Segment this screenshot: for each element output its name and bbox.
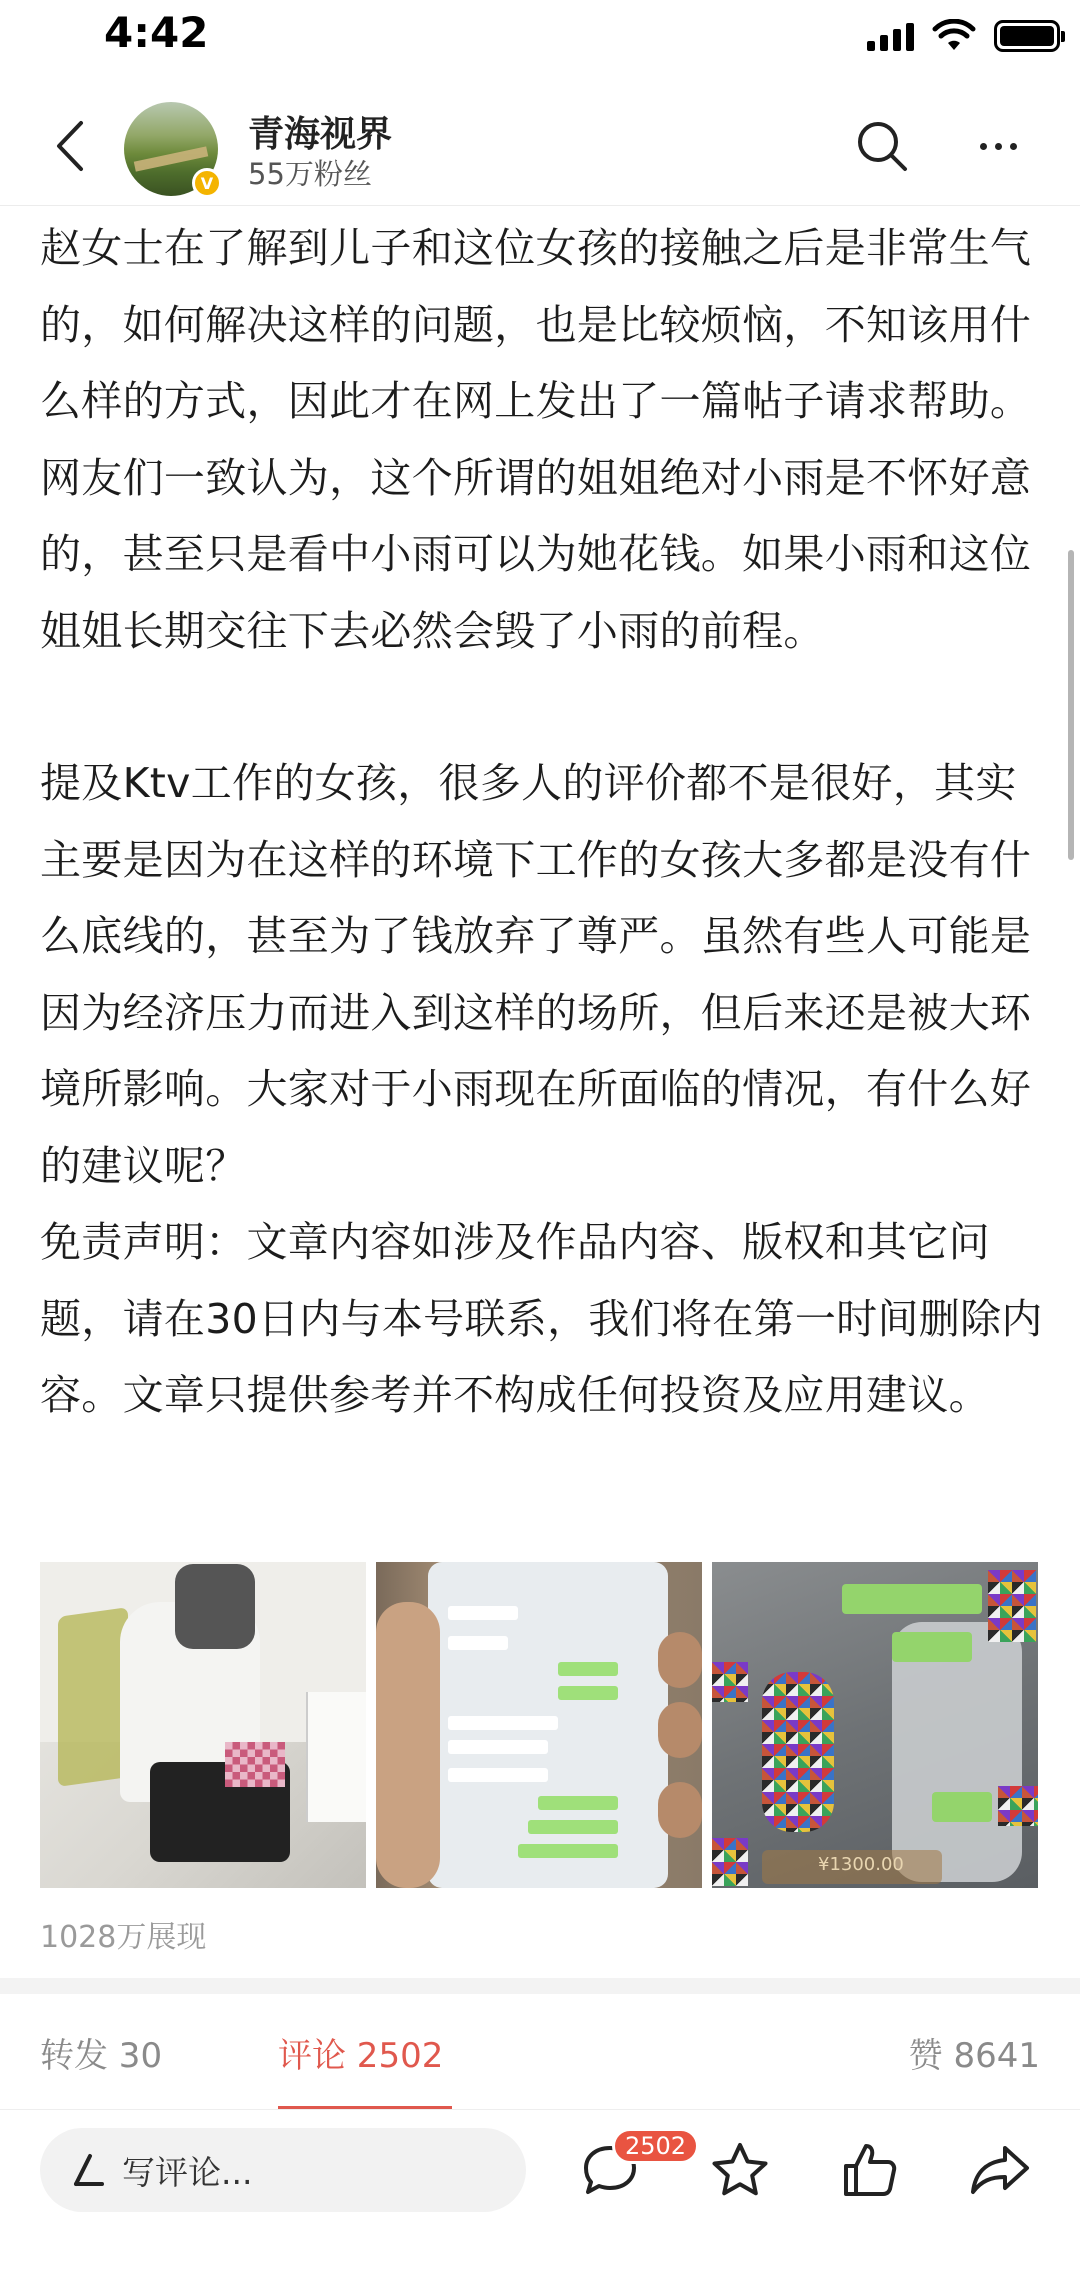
star-icon [710, 2141, 770, 2199]
verified-badge-icon: V [192, 168, 222, 198]
tab-comments[interactable]: 评论 2502 [278, 2036, 444, 2076]
section-divider [0, 1978, 1080, 1994]
article-paragraph: 赵女士在了解到儿子和这位女孩的接触之后是非常生气的，如何解决这样的问题，也是比较烦恼，不知该用什么样的方式，因此才在网上发出了一篇帖子请求帮助。网友们一致认为，这个所谓的姐姐绝对小雨是不怀好意的，甚至只是看中小雨可以为她花钱。如果小雨和这位姐姐长期交往下去必然会毁了小雨的前程。 [40, 224, 1032, 655]
comment-count-badge: 2502 [612, 2128, 699, 2164]
back-button[interactable] [40, 116, 100, 176]
image-thumbnail[interactable] [376, 1562, 702, 1888]
more-options-button[interactable] [966, 114, 1030, 178]
account-name[interactable]: 青海视界 [248, 114, 393, 155]
avatar[interactable] [124, 102, 218, 196]
favorite-button[interactable] [704, 2134, 776, 2206]
tab-likes[interactable]: 赞 8641 [908, 2036, 1040, 2076]
comment-placeholder: 写评论... [122, 2152, 253, 2192]
chevron-left-icon [55, 120, 85, 172]
wifi-icon [932, 19, 976, 53]
share-button[interactable] [964, 2134, 1036, 2206]
payment-amount-label: ¥1300.00 [818, 1854, 904, 1875]
more-dot-icon [980, 143, 987, 150]
article-paragraph: 提及Ktv工作的女孩，很多人的评价都不是很好，其实主要是因为在这样的环境下工作的女孩大多都是没有什么底线的，甚至为了钱放弃了尊严。虽然有些人可能是因为经济压力而进入到这样的场所，但后来还是被大环境所影响。大家对于小雨现在所面临的情况，有什么好的建议呢？ [40, 759, 1032, 1190]
article-body [40, 210, 1050, 1434]
cellular-signal-icon [867, 21, 914, 51]
tab-reposts[interactable]: 转发 30 [40, 2036, 163, 2076]
status-bar [0, 0, 1080, 80]
image-grid [40, 1562, 1040, 1888]
view-count: 1028万展现 [40, 1920, 207, 1955]
payment-amount-bar [762, 1850, 942, 1884]
battery-icon [994, 20, 1060, 52]
pencil-icon [70, 2152, 106, 2188]
active-tab-indicator [278, 2106, 452, 2109]
thumbs-up-icon [840, 2140, 900, 2200]
search-icon [854, 118, 910, 174]
like-button[interactable] [834, 2134, 906, 2206]
more-dot-icon [995, 143, 1002, 150]
status-icons [867, 14, 1060, 58]
share-arrow-icon [969, 2142, 1031, 2198]
status-time: 4:42 [104, 8, 209, 57]
image-thumbnail[interactable] [40, 1562, 366, 1888]
disclaimer-paragraph: 免责声明：文章内容如涉及作品内容、版权和其它问题，请在30日内与本号联系，我们将在第一时间删除内容。文章只提供参考并不构成任何投资及应用建议。 [40, 1218, 1043, 1419]
scrollbar[interactable] [1068, 550, 1074, 860]
interaction-tabs [0, 1994, 1080, 2110]
image-thumbnail[interactable] [712, 1562, 1038, 1888]
more-dot-icon [1010, 143, 1017, 150]
follower-count: 55万粉丝 [248, 157, 372, 191]
comment-input[interactable] [40, 2128, 526, 2212]
bottom-action-bar [0, 2112, 1080, 2274]
article-header [0, 86, 1080, 206]
search-button[interactable] [850, 114, 914, 178]
